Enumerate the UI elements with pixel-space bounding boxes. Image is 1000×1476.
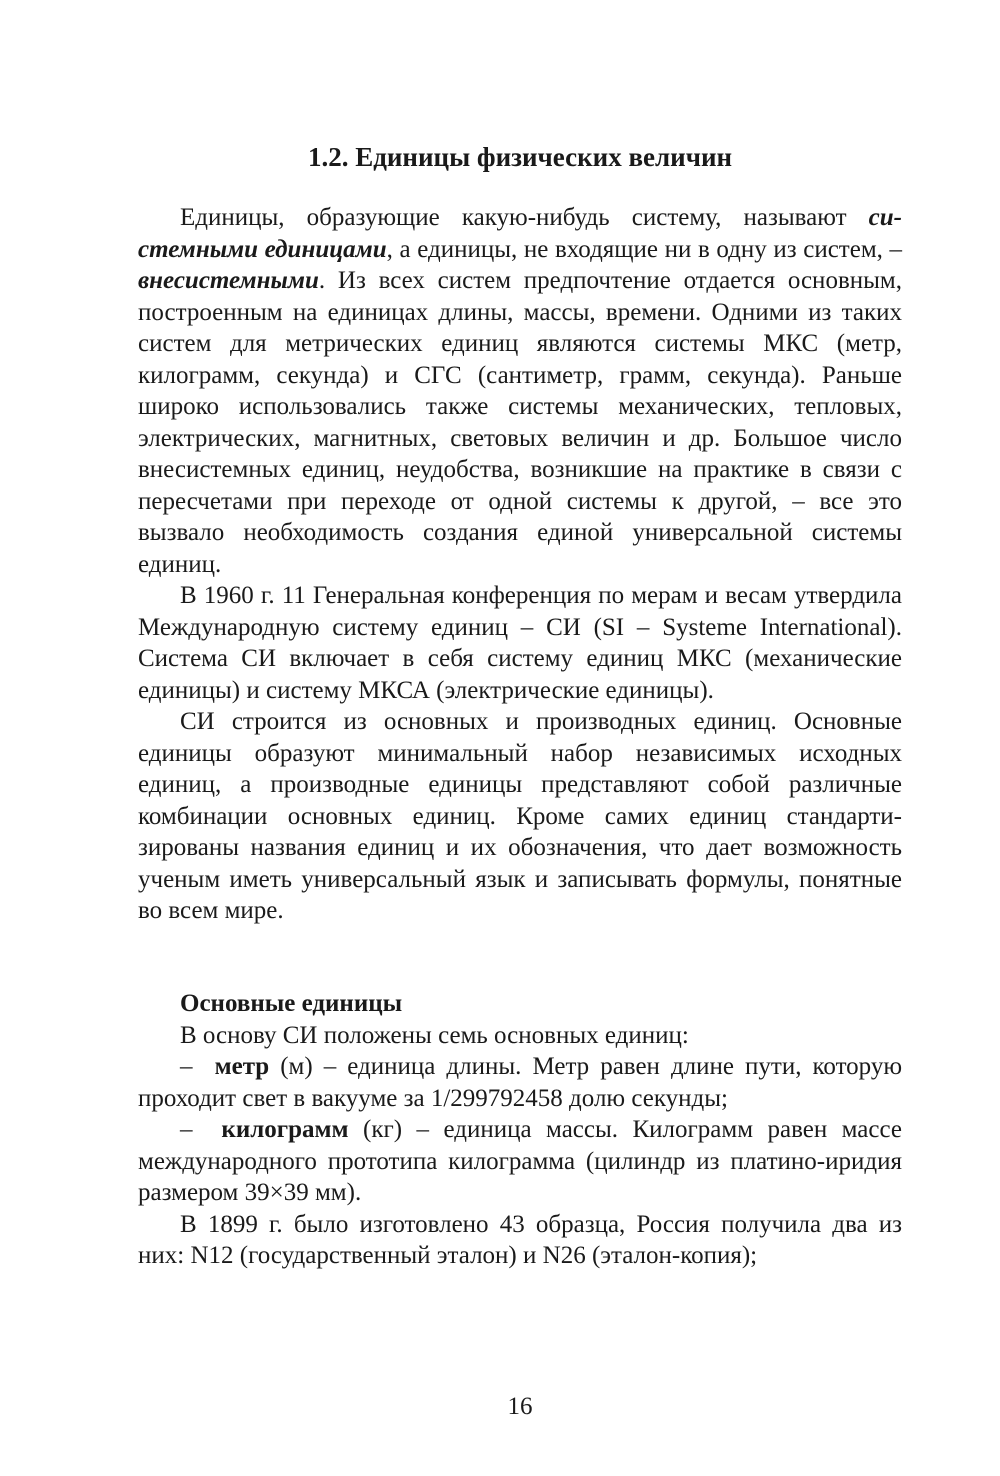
paragraph-si-structure: СИ строится из основных и производных единиц. Основные единицы образуют минимальный набор независимых исходных единиц, а производные единицы представляют собой различные комбинации основных единиц. Кроме самих единиц стандартизированы названия единиц и их обозначения, что дает возможность ученым иметь универсальный язык и записывать формулы, понятные во всем мире. (138, 708, 902, 924)
paragraph-prototypes: В 1899 г. было изготовлено 43 образца, Россия получила два из них: N12 (государственный эталон) и N26 (эталон-копия); (138, 1210, 902, 1269)
paragraph-text: , а единицы, не входящие ни в одну из систем, – (386, 235, 902, 263)
section-title: 1.2. Единицы физических величин (307, 142, 733, 172)
paragraph-base-units-intro: В основу СИ положены семь основных единиц: (180, 1021, 689, 1049)
term-non-system-units: внесистемными (138, 267, 319, 294)
paragraph-si-adoption: В 1960 г. 11 Генеральная конференция по мерам и весам утвердила Международную систему единиц – СИ (SI – Systeme International). Система СИ включает в себя систему единиц МКС (механические единицы) и систему МКСА (электрические единицы). (138, 582, 902, 704)
paragraph-systems (138, 202, 902, 580)
term-metre: метр (214, 1053, 270, 1080)
body-text-block-2 (138, 988, 902, 1272)
term-kilogram: килограмм (221, 1116, 349, 1143)
subsection-heading: Основные единицы (180, 990, 403, 1017)
list-item-text: (м) – единица длины. Метр равен длине пути, которую проходит свет в вакууме за 1/299792458 долю секунды; (138, 1053, 903, 1112)
list-item-metre (138, 1051, 902, 1114)
body-text-block-1 (138, 202, 902, 927)
term-system-units: системными единицами (138, 204, 902, 263)
page-number: 16 (507, 1393, 533, 1420)
list-item-kilogram (138, 1114, 902, 1209)
paragraph-text: Единицы, образующие какую-нибудь систему, называют (180, 204, 869, 231)
list-dash: – (180, 1053, 193, 1080)
paragraph-text: . Из всех систем предпочтение отдается основным, построенным на единицах длины, массы, времени. Одними из таких систем для метрических единиц являются системы МКС (метр, килограмм, секунда) и СГС (сантиметр, грамм, секунда). Раньше широко использовались также системы механических, тепловых, электрических, магнитных, световых величин и др. Большое число внесистемных единиц, неудобства, возникшие на практике в связи с пересчетами при переходе от одной системы к другой, – все это вызвало необходимость создания единой универсальной системы единиц. (138, 267, 902, 578)
list-item-text: (кг) – единица массы. Килограмм равен массе международного прототипа килограмма (цилиндр из платино-иридия размером 39×39 мм). (138, 1116, 902, 1206)
list-dash: – (180, 1116, 193, 1143)
